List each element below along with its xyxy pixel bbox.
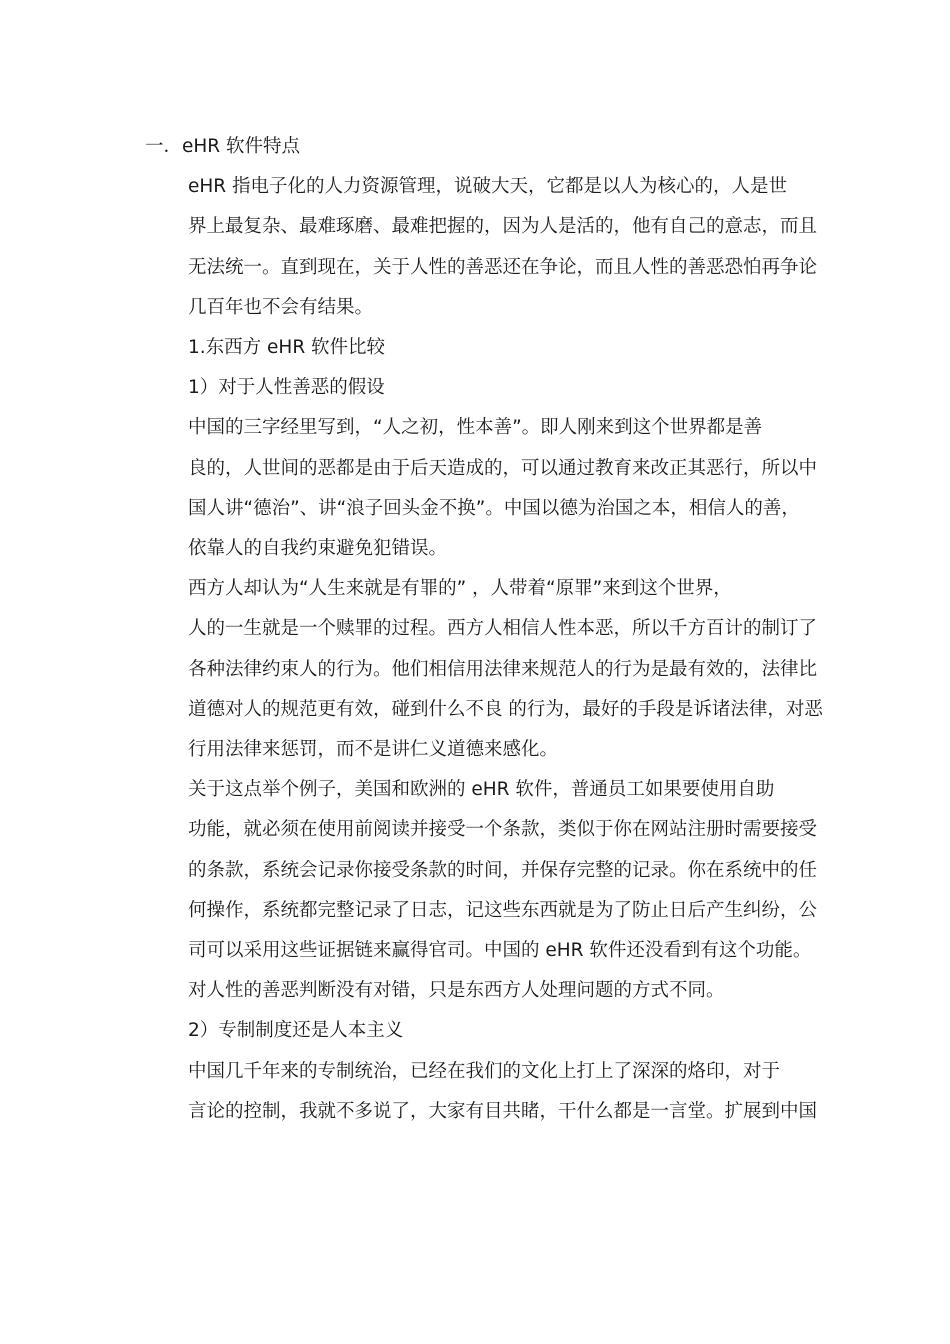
text-line: 各种法律约束人的行为。他们相信用法律来规范人的行为是最有效的，法律比 bbox=[188, 658, 818, 680]
text-line: 言论的控制，我就不多说了，大家有目共睹，干什么都是一言堂。扩展到中国 bbox=[188, 1100, 818, 1122]
text-line: 1.东西方 eHR 软件比较 bbox=[188, 337, 386, 359]
paragraph-china-view bbox=[145, 408, 818, 569]
text-line: 司可以采用这些证据链来赢得官司。中国的 eHR 软件还没看到有这个功能。 bbox=[188, 940, 812, 962]
text-line: 中国的三字经里写到，“人之初，性本善”。即人刚来到这个世界都是善 bbox=[188, 417, 763, 439]
paragraph-autocracy bbox=[145, 1052, 818, 1132]
text-line: 西方人却认为“人生来就是有罪的” ，人带着“原罪”来到这个世界， bbox=[188, 578, 732, 600]
paragraph-subheading-1-2 bbox=[145, 1011, 810, 1051]
text-line: 中国几千年来的专制统治，已经在我们的文化上打上了深深的烙印，对于 bbox=[188, 1060, 781, 1082]
text-line: 良的，人世间的恶都是由于后天造成的，可以通过教育来改正其恶行，所以中 bbox=[188, 457, 818, 479]
document-body bbox=[145, 127, 823, 1132]
text-line: 无法统一。直到现在，关于人性的善恶还在争论，而且人性的善恶恐怕再争论 bbox=[188, 256, 818, 278]
text-line: 界上最复杂、最难琢磨、最难把握的，因为人是活的，他有自己的意志，而且 bbox=[188, 216, 818, 238]
text-line: 道德对人的规范更有效，碰到什么不良 的行为，最好的手段是诉诸法律，对恶 bbox=[188, 698, 823, 720]
text-line: 依靠人的自我约束避免犯错误。 bbox=[188, 538, 448, 560]
text-line: 几百年也不会有结果。 bbox=[188, 296, 374, 318]
text-line: 1）对于人性善恶的假设 bbox=[188, 377, 385, 399]
paragraph-conclusion bbox=[145, 971, 810, 1011]
paragraph-intro bbox=[145, 167, 818, 328]
paragraph-west-view bbox=[145, 569, 823, 770]
section-heading: 一．eHR 软件特点 bbox=[145, 136, 301, 157]
text-line: 功能，就必须在使用前阅读并接受一个条款，类似于你在网站注册时需要接受 bbox=[188, 819, 818, 841]
text-line: eHR 指电子化的人力资源管理，说破大天，它都是以人为核心的，人是世 bbox=[188, 176, 788, 198]
text-line: 2）专制制度还是人本主义 bbox=[188, 1020, 404, 1042]
paragraph-example bbox=[145, 770, 818, 971]
text-line: 人的一生就是一个赎罪的过程。西方人相信人性本恶，所以千方百计的制订了 bbox=[188, 618, 818, 640]
text-line: 国人讲“德治”、讲“浪子回头金不换”。中国以德为治国之本，相信人的善， bbox=[188, 497, 800, 519]
text-line: 行用法律来惩罚，而不是讲仁义道德来感化。 bbox=[188, 739, 559, 761]
paragraph-subheading-1-1 bbox=[145, 368, 810, 408]
text-line: 对人性的善恶判断没有对错，只是东西方人处理问题的方式不同。 bbox=[188, 980, 725, 1002]
text-line: 何操作，系统都完整记录了日志，记这些东西就是为了防止日后产生纠纷，公 bbox=[188, 899, 818, 921]
text-line: 的条款，系统会记录你接受条款的时间，并保存完整的记录。你在系统中的任 bbox=[188, 859, 818, 881]
paragraph-list bbox=[145, 167, 823, 1132]
text-line: 关于这点举个例子，美国和欧洲的 eHR 软件，普通员工如果要使用自助 bbox=[188, 779, 775, 801]
paragraph-subheading-1 bbox=[145, 328, 810, 368]
